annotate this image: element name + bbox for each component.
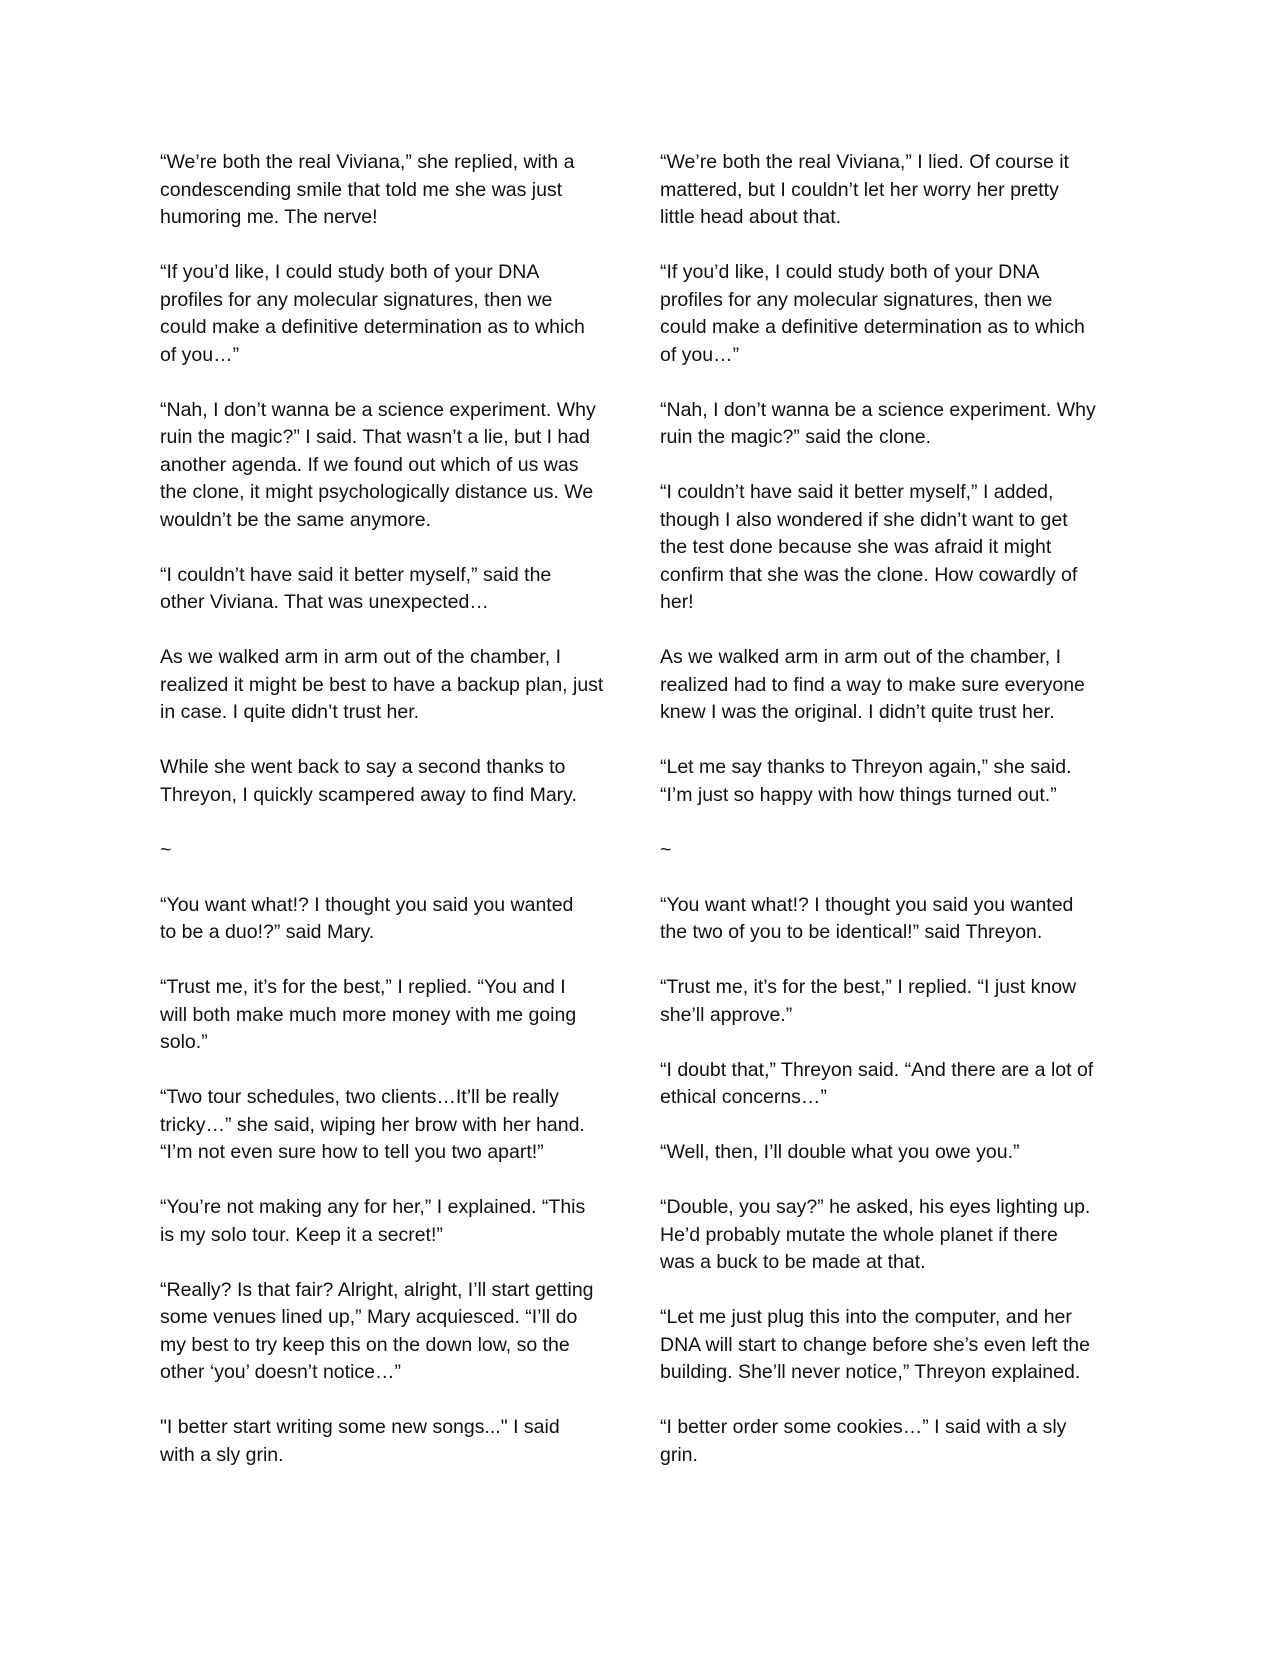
paragraph: “I couldn’t have said it better myself,” I added, though I also wondered if she didn’t want to get the test done because she was afraid it might confirm that she was the clone. How cowardly of her! bbox=[660, 481, 1078, 613]
paragraph: “Nah, I don’t wanna be a science experiment. Why ruin the magic?” I said. That wasn’t a lie, but I had another agenda. If we found out which of us was the clone, it might psychologically distance us. We wouldn’t be the same anymore. bbox=[160, 398, 596, 531]
paragraph: “Trust me, it’s for the best,” I replied. “I just know she’ll approve.” bbox=[660, 976, 1077, 1026]
paragraph: “You’re not making any for her,” I explained. “This is my solo tour. Keep it a secret!” bbox=[160, 1196, 586, 1246]
left-column bbox=[160, 149, 638, 1469]
paragraph: "I better start writing some new songs..." I said with a sly grin. bbox=[160, 1416, 560, 1466]
paragraph: “If you’d like, I could study both of your DNA profiles for any molecular signatures, then we could make a definitive determination as to which of you…” bbox=[660, 261, 1085, 366]
paragraph: “If you’d like, I could study both of your DNA profiles for any molecular signatures, then we could make a definitive determination as to which of you…” bbox=[160, 261, 585, 366]
paragraph: “Trust me, it’s for the best,” I replied. “You and I will both make much more money with me going solo.” bbox=[160, 976, 577, 1053]
paragraph: “Well, then, I’ll double what you owe you.” bbox=[660, 1141, 1020, 1163]
paragraph: “We’re both the real Viviana,” I lied. Of course it mattered, but I couldn’t let her worry her pretty little head about that. bbox=[660, 151, 1069, 228]
scene-break: ~ bbox=[660, 838, 672, 861]
paragraph: “Let me say thanks to Threyon again,” she said. “I’m just so happy with how things turned out.” bbox=[660, 756, 1072, 806]
paragraph: “Let me just plug this into the computer, and her DNA will start to change before she’s even left the building. She’ll never notice,” Threyon explained. bbox=[660, 1306, 1090, 1383]
right-column bbox=[660, 149, 1145, 1469]
paragraph: “We’re both the real Viviana,” she replied, with a condescending smile that told me she was just humoring me. The nerve! bbox=[160, 151, 575, 228]
paragraph: As we walked arm in arm out of the chamber, I realized it might be best to have a backup plan, just in case. I quite didn’t trust her. bbox=[160, 646, 604, 723]
paragraph: “Two tour schedules, two clients…It’ll be really tricky…” she said, wiping her brow with her hand. “I’m not even sure how to tell you two apart!” bbox=[160, 1086, 585, 1163]
paragraph: “You want what!? I thought you said you wanted the two of you to be identical!” said Threyon. bbox=[660, 893, 1074, 943]
scene-break: ~ bbox=[160, 838, 172, 861]
paragraph: While she went back to say a second thanks to Threyon, I quickly scampered away to find Mary. bbox=[160, 756, 577, 806]
paragraph: “Double, you say?” he asked, his eyes lighting up. He’d probably mutate the whole planet if there was a buck to be made at that. bbox=[660, 1196, 1091, 1273]
paragraph: “I doubt that,” Threyon said. “And there are a lot of ethical concerns…” bbox=[660, 1058, 1094, 1108]
paragraph: “You want what!? I thought you said you wanted to be a duo!?” said Mary. bbox=[160, 893, 574, 943]
paragraph: “I couldn’t have said it better myself,” said the other Viviana. That was unexpected… bbox=[160, 563, 552, 613]
paragraph: As we walked arm in arm out of the chamber, I realized had to find a way to make sure everyone knew I was the original. I didn’t quite trust her. bbox=[660, 646, 1085, 723]
paragraph: “Really? Is that fair? Alright, alright, I’ll start getting some venues lined up,” Mary acquiesced. “I’ll do my best to try keep this on the down low, so the other ‘you’ doesn’t notice…” bbox=[160, 1278, 594, 1383]
paragraph: “Nah, I don’t wanna be a science experiment. Why ruin the magic?” said the clone. bbox=[660, 398, 1096, 448]
paragraph: “I better order some cookies…” I said with a sly grin. bbox=[660, 1416, 1067, 1466]
